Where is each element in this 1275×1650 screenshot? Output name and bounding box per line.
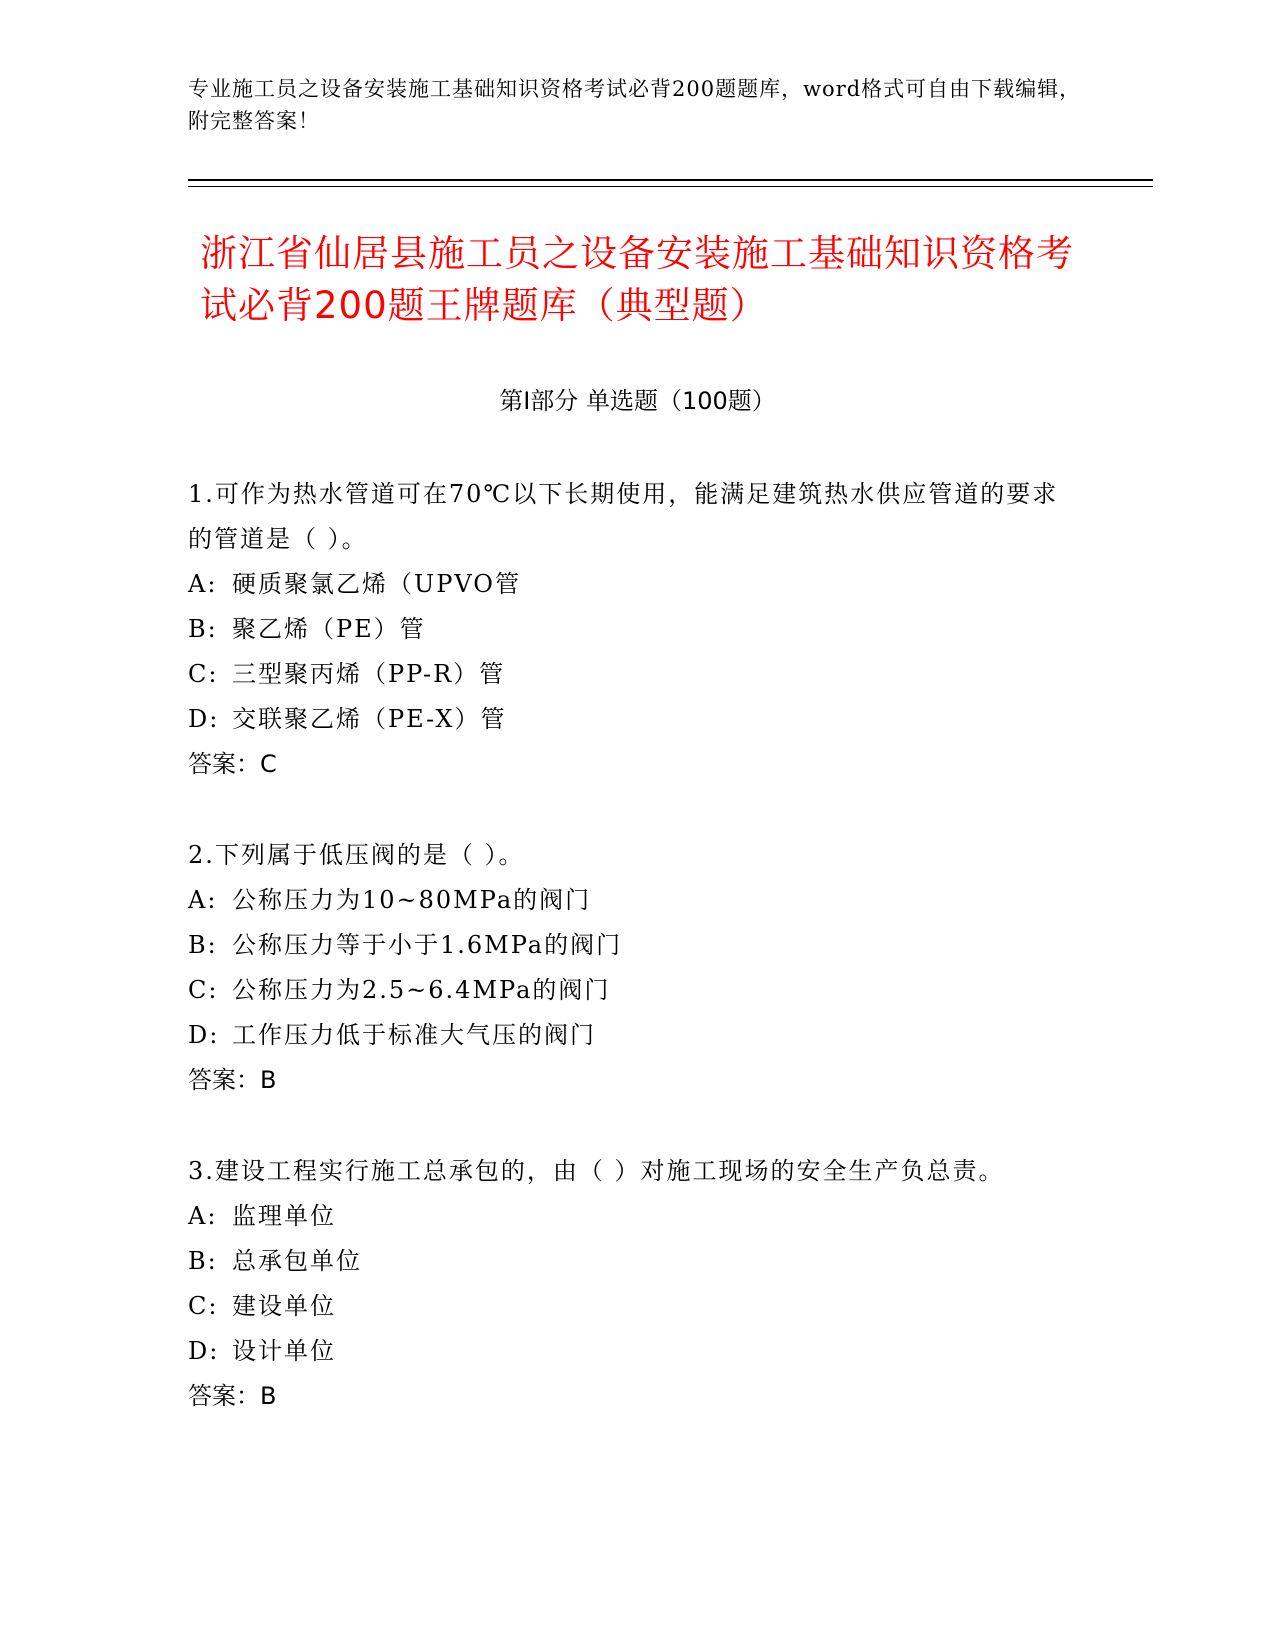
answer-line: 答案：B [188,1066,277,1094]
option-text: 设计单位 [232,1337,336,1365]
option-text: 工作压力低于标准大气压的阀门 [232,1021,596,1049]
option-letter: C: [188,976,219,1004]
option-text: 公称压力等于小于1.6MPa的阀门 [232,931,623,959]
option-letter: D: [188,705,220,733]
option-text: 三型聚丙烯（PP-R）管 [232,660,506,688]
option-letter: A: [188,570,218,598]
option-text: 硬质聚氯乙烯（UPVO管 [232,570,521,598]
option-text: 监理单位 [232,1202,336,1230]
question-stem: 3.建设工程实行施工总承包的，由（ ）对施工现场的安全生产负总责。 [188,1157,1005,1185]
option-d [188,1013,1068,1058]
option-text: 聚乙烯（PE）管 [232,615,426,643]
option-text: 公称压力为2.5~6.4MPa的阀门 [232,976,611,1004]
option-letter: D: [188,1337,220,1365]
option-text: 交联聚乙烯（PE-X）管 [232,705,507,733]
question-item [188,1149,1068,1419]
option-b [188,1239,1068,1284]
option-letter: B: [188,615,218,643]
option-d [188,697,1068,742]
question-stem: 1.可作为热水管道可在70℃以下长期使用，能满足建筑热水供应管道的要求的管道是（ ）。 [188,480,1059,553]
question-item [188,472,1068,787]
option-text: 公称压力为10~80MPa的阀门 [232,886,592,914]
header-rule-thick [188,179,1153,181]
option-letter: D: [188,1021,220,1049]
answer-line: 答案：B [188,1382,277,1410]
option-letter: B: [188,1247,218,1275]
question-list [188,472,1068,1465]
option-letter: B: [188,931,218,959]
question-stem: 2.下列属于低压阀的是（ ）。 [188,841,525,869]
option-d [188,1329,1068,1374]
option-a [188,878,1068,923]
option-letter: C: [188,1292,219,1320]
option-b [188,607,1068,652]
option-c [188,968,1068,1013]
document-title: 浙江省仙居县施工员之设备安装施工基础知识资格考试必背200题王牌题库（典型题） [200,232,1074,327]
question-item [188,833,1068,1103]
section-title: 第I部分 单选题（100题） [499,387,776,415]
option-b [188,923,1068,968]
option-c [188,652,1068,697]
header-note: 专业施工员之设备安装施工基础知识资格考试必背200题题库，word格式可自由下载编辑，附完整答案！ [188,77,1082,133]
option-letter: A: [188,886,218,914]
option-text: 建设单位 [232,1292,336,1320]
option-text: 总承包单位 [232,1247,362,1275]
option-a [188,562,1068,607]
header-rule-thin [188,186,1153,187]
option-letter: C: [188,660,219,688]
option-a [188,1194,1068,1239]
option-c [188,1284,1068,1329]
answer-line: 答案：C [188,750,277,778]
option-letter: A: [188,1202,218,1230]
